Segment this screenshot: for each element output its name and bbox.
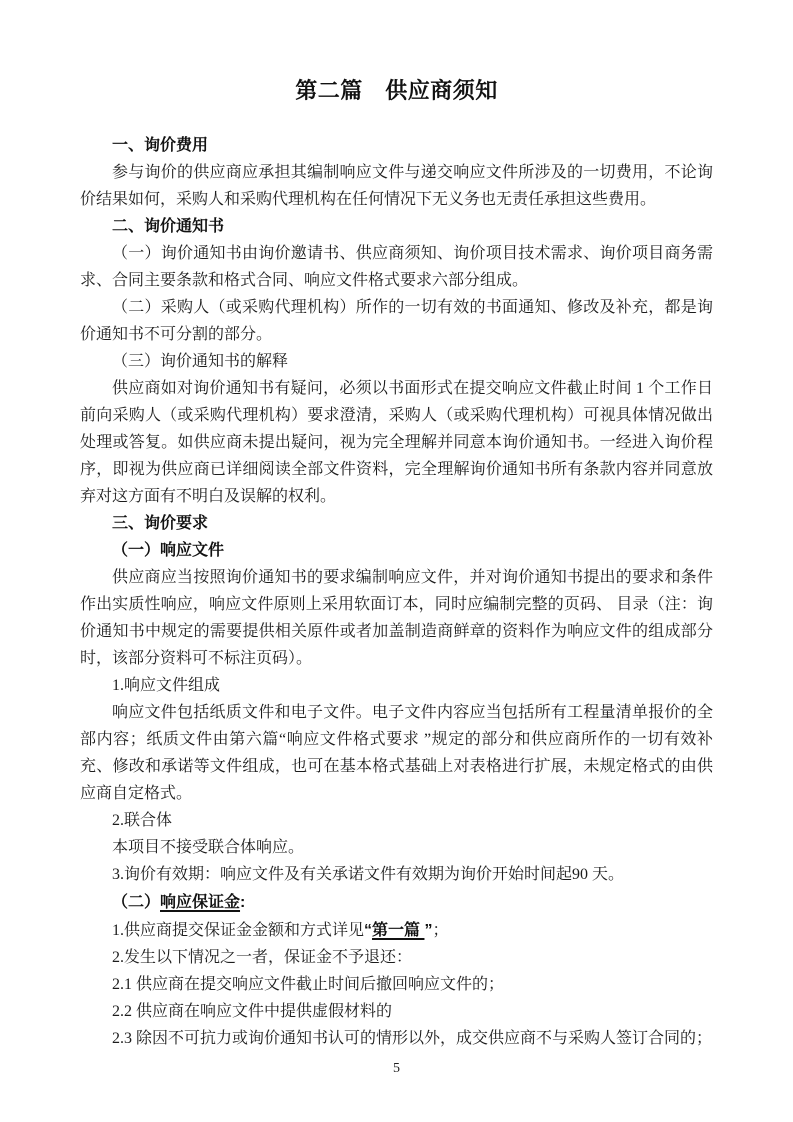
- para-inquiry-fees: 参与询价的供应商应承担其编制响应文件与递交响应文件所涉及的一切费用，不论询价结果如何，采购人和采购代理机构在任何情况下无义务也无责任承担这些费用。: [80, 164, 713, 208]
- para-notice-interpretation-body: 供应商如对询价通知书有疑问，必须以书面形式在提交响应文件截止时间 1 个工作日前向采购人（或采购代理机构）要求澄清，采购人（或采购代理机构）可视具体情况做出处理或答复。如供应商未提出疑问，视为完全理解并同意本询价通知书。一经进入询价程序，即视为供应商已详细阅读全部文件资料，完全理解询价通知书所有条款内容并同意放弃对这方面有不明白及误解的权利。: [80, 380, 713, 505]
- para-notice-amendments: （二）采购人（或采购代理机构）所作的一切有效的书面通知、修改及补充，都是询价通知书不可分割的部分。: [80, 299, 713, 343]
- para-consortium-title: 2.联合体: [112, 812, 173, 829]
- para-deposit-forfeit-2-3: 2.3 除因不可抗力或询价通知书认可的情形以外，成交供应商不与采购人签订合同的；: [112, 1030, 713, 1047]
- heading-section-2-inquiry-notice: 二、询价通知书: [112, 218, 225, 235]
- heading-response-deposit-colon: :: [240, 894, 246, 911]
- page-title: 第二篇 供应商须知: [295, 78, 498, 103]
- para-response-doc-composition-title: 1.响应文件组成: [112, 677, 221, 694]
- para-notice-composition: （一）询价通知书由询价邀请书、供应商须知、询价项目技术需求、询价项目商务需求、合同主要条款和格式合同、响应文件格式要求六部分组成。: [80, 245, 713, 289]
- page-number: 5: [393, 1061, 400, 1076]
- para-deposit-amount-close-quote: ”: [424, 922, 433, 939]
- para-deposit-amount-prefix: 1.供应商提交保证金金额和方式详见: [112, 922, 365, 939]
- heading-section-1-inquiry-fees: 一、询价费用: [112, 137, 209, 154]
- para-response-doc-composition-body: 响应文件包括纸质文件和电子文件。电子文件内容应当包括所有工程量清单报价的全部内容；纸质文件由第六篇“响应文件格式要求 ”规定的部分和供应商所作的一切有效补充、修改和承诺等文件组成，也可在基本格式基础上对表格进行扩展，未规定格式的由供应商自定格式。: [80, 704, 713, 802]
- para-deposit-forfeit-2-1: 2.1 供应商在提交响应文件截止时间后撤回响应文件的；: [112, 976, 505, 993]
- para-validity-period: 3.询价有效期：响应文件及有关承诺文件有效期为询价开始时间起90 天。: [112, 866, 625, 883]
- heading-section-3-inquiry-requirements: 三、询价要求: [112, 515, 209, 532]
- heading-response-deposit-underlined: 响应保证金: [160, 894, 241, 911]
- para-notice-interpretation-subheading: （三）询价通知书的解释: [112, 353, 289, 370]
- para-response-documents-requirements: 供应商应当按照询价通知书的要求编制响应文件，并对询价通知书提出的要求和条件作出实质性响应，响应文件原则上采用软面订本，同时应编制完整的页码、 目录（注：询价通知书中规定的需要提供相关原件或者加盖制造商鲜章的资料作为响应文件的组成部分时，该部分资料可不标注页码）。: [80, 569, 713, 667]
- heading-response-deposit: [80, 889, 713, 916]
- para-consortium-body: 本项目不接受联合体响应。: [112, 839, 305, 856]
- cross-reference-part-one: 第一篇: [372, 922, 425, 939]
- para-deposit-amount-open-quote: “: [364, 922, 373, 939]
- para-deposit-forfeit-2-2: 2.2 供应商在响应文件中提供虚假材料的: [112, 1003, 393, 1020]
- heading-response-deposit-prefix: （二）: [112, 894, 161, 911]
- para-deposit-amount: [80, 917, 713, 944]
- para-deposit-forfeit-intro: 2.发生以下情况之一者，保证金不予退还：: [112, 949, 413, 966]
- heading-response-documents: （一）响应文件: [112, 542, 225, 559]
- para-deposit-amount-suffix: ；: [432, 922, 449, 939]
